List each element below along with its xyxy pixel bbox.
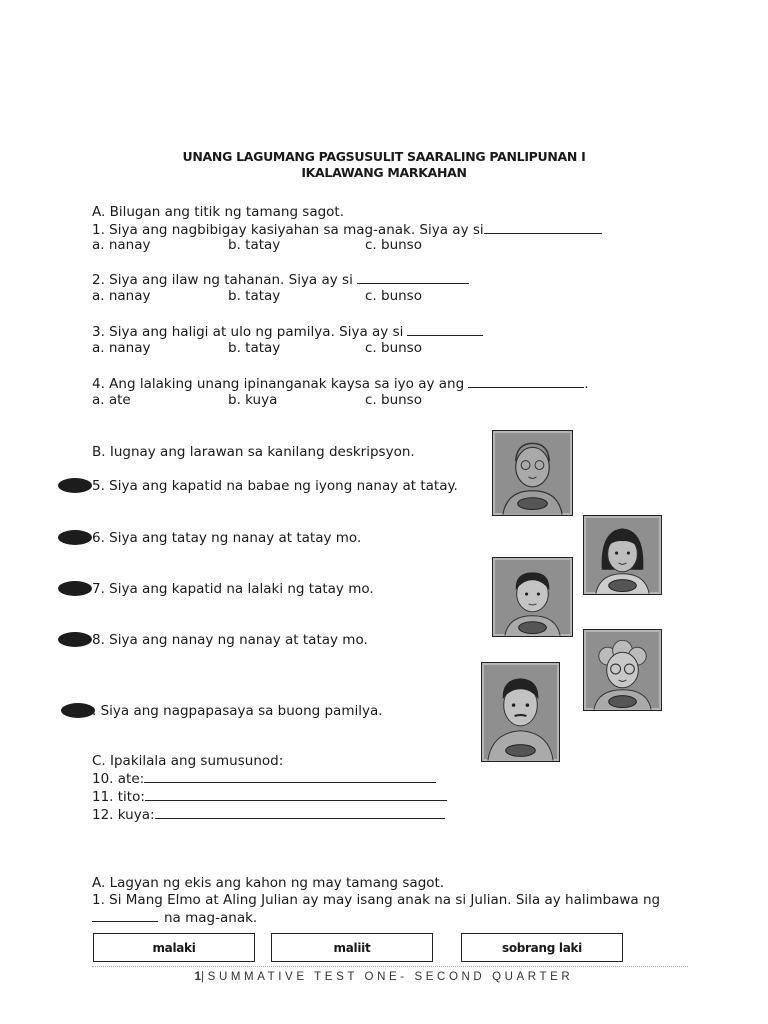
question-4-option-a[interactable]: a. ate: [92, 392, 131, 408]
match-item-8: 8. Siya ang nanay ng nanay at tatay mo.: [92, 632, 368, 648]
grandmother-face-icon: [584, 630, 661, 710]
footer-text: SUMMATIVE TEST ONE- SECOND QUARTER: [207, 971, 574, 983]
page-title: UNANG LAGUMANG PAGSUSULIT SAARALING PANLIPUNAN I: [182, 149, 586, 164]
answer-blank[interactable]: [357, 271, 469, 284]
part-a2-question-line2: na mag-anak.: [92, 909, 257, 927]
part-a2-question-line1: 1. Si Mang Elmo at Aling Julian ay may isang anak na si Julian. Sila ay halimbawa ng: [92, 892, 661, 908]
question-2-option-a[interactable]: a. nanay: [92, 288, 151, 304]
answer-blank[interactable]: [468, 375, 584, 388]
man-picture: [481, 662, 560, 762]
choice-label: maliit: [333, 940, 371, 955]
answer-blank[interactable]: [484, 221, 602, 234]
footer-separator: |: [201, 971, 208, 983]
question-2-option-c[interactable]: c. bunso: [365, 288, 422, 304]
question-1-stem: 1. Siya ang nagbibigay kasiyahan sa mag-anak. Siya ay si: [92, 221, 602, 239]
answer-line[interactable]: [145, 788, 447, 801]
question-3-option-a[interactable]: a. nanay: [92, 340, 151, 356]
answer-blank[interactable]: [407, 323, 483, 336]
question-1-option-b[interactable]: b. tatay: [228, 237, 281, 253]
match-dot[interactable]: [58, 581, 92, 596]
question-4-option-b[interactable]: b. kuya: [228, 392, 278, 408]
question-4-option-c[interactable]: c. bunso: [365, 392, 422, 408]
choice-box-sobrang-laki[interactable]: [461, 933, 623, 962]
part-b-instruction: B. Iugnay ang larawan sa kanilang deskripsyon.: [92, 444, 415, 460]
match-dot[interactable]: [58, 530, 92, 545]
boy-face-icon: [493, 558, 572, 636]
choice-label: malaki: [152, 940, 196, 955]
match-item-7: 7. Siya ang kapatid na lalaki ng tatay mo.: [92, 581, 374, 597]
part-a-instruction: A. Bilugan ang titik ng tamang sagot.: [92, 204, 345, 220]
match-item-6: 6. Siya ang tatay ng nanay at tatay mo.: [92, 530, 362, 546]
choice-box-malaki[interactable]: [93, 933, 255, 962]
question-2-stem: 2. Siya ang ilaw ng tahanan. Siya ay si: [92, 271, 469, 289]
man-face-icon: [482, 663, 559, 761]
part-a2-instruction: A. Lagyan ng ekis ang kahon ng may tamang sagot.: [92, 875, 445, 891]
part-c-instruction: C. Ipakilala ang sumusunod:: [92, 753, 284, 769]
match-dot[interactable]: [58, 632, 92, 647]
question-1-option-c[interactable]: c. bunso: [365, 237, 422, 253]
boy-picture: [492, 557, 573, 637]
identify-item-12: 12. kuya:: [92, 806, 445, 824]
match-dot[interactable]: [61, 703, 95, 718]
choice-box-maliit[interactable]: [271, 933, 433, 962]
page-number: 1: [194, 971, 202, 983]
answer-blank[interactable]: [92, 909, 158, 922]
girl-face-icon: [584, 516, 661, 594]
question-3-stem: 3. Siya ang haligi at ulo ng pamilya. Siya ay si: [92, 323, 483, 341]
answer-line[interactable]: [155, 806, 445, 819]
question-1-option-a[interactable]: a. nanay: [92, 237, 151, 253]
grandfather-picture: [492, 430, 573, 516]
grandfather-face-icon: [493, 431, 572, 515]
identify-item-11: 11. tito:: [92, 788, 447, 806]
page-footer: [0, 971, 768, 983]
match-dot[interactable]: [58, 478, 92, 493]
match-item-5: 5. Siya ang kapatid na babae ng iyong nanay at tatay.: [92, 478, 458, 494]
question-2-option-b[interactable]: b. tatay: [228, 288, 281, 304]
question-4-stem: 4. Ang lalaking unang ipinanganak kaysa sa iyo ay ang .: [92, 376, 589, 392]
grandmother-picture: [583, 629, 662, 711]
page-subtitle: IKALAWANG MARKAHAN: [301, 165, 467, 180]
match-item-9: . Siya ang nagpapasaya sa buong pamilya.: [92, 703, 383, 719]
question-3-option-c[interactable]: c. bunso: [365, 340, 422, 356]
girl-picture: [583, 515, 662, 595]
choice-label: sobrang laki: [501, 940, 582, 955]
question-3-option-b[interactable]: b. tatay: [228, 340, 281, 356]
identify-item-10: 10. ate:: [92, 770, 436, 788]
footer-divider: [92, 966, 688, 967]
answer-line[interactable]: [144, 770, 436, 783]
